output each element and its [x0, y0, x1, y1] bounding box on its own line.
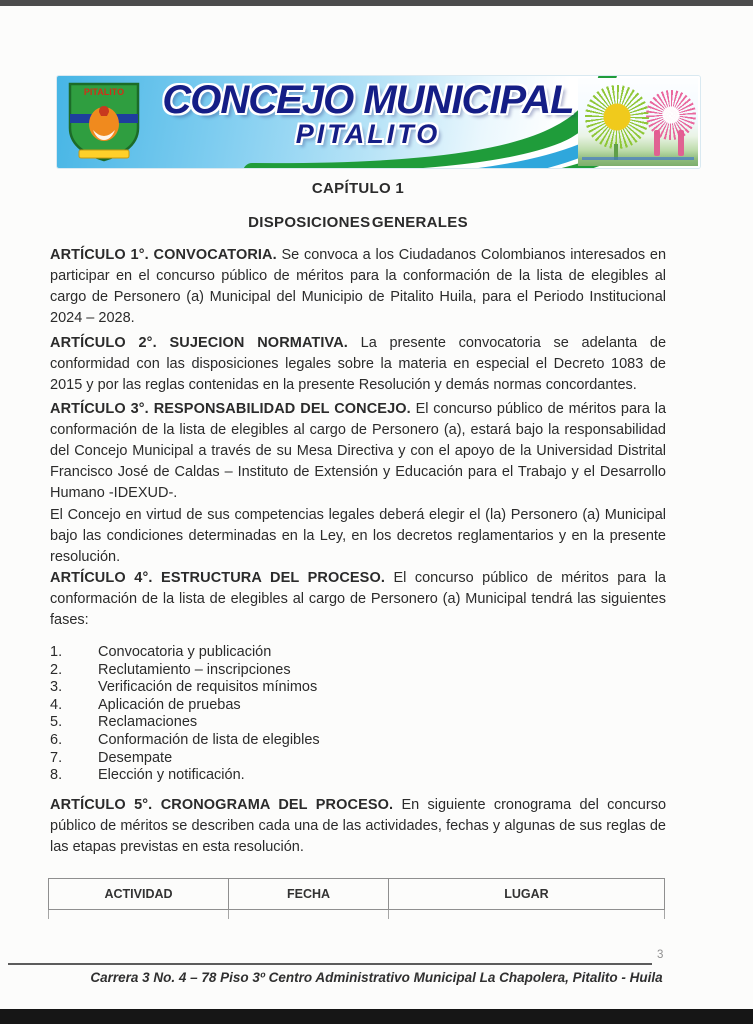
section-title: DISPOSICIONES GENERALES [248, 214, 468, 231]
phase-text: Elección y notificación. [98, 767, 245, 784]
phase-number: 5. [50, 714, 63, 731]
article-3-paragraph [50, 399, 666, 504]
phase-item [50, 714, 666, 732]
phase-text: Reclutamiento – inscripciones [98, 661, 291, 678]
phases-list [50, 644, 666, 785]
phase-text: Aplicación de pruebas [98, 696, 241, 713]
phase-text: Desempate [98, 749, 173, 766]
footer-address: Carrera 3 No. 4 – 78 Piso 3º Centro Administrativo Municipal La Chapolera, Pitalito - Huila [90, 970, 663, 985]
phase-number: 4. [50, 696, 63, 713]
article-1-paragraph [50, 245, 666, 329]
article-5-body: En siguiente cronograma del concurso público de méritos se describen cada una de las actividades, fechas y algunas de sus reglas de las etapas previstas en esta resolución. [50, 797, 667, 855]
table-header-fecha: FECHA [229, 879, 389, 910]
banner-title-line2: PITALITO [295, 119, 441, 149]
article-2-paragraph [50, 333, 666, 396]
cronograma-table [48, 878, 664, 919]
concejo-competencias-paragraph: El Concejo en virtud de sus competencias legales deberá elegir el (la) Personero (a) Municipal bajo las condiciones determinadas en la Ley, en los decretos reglamentarios y en la presente resolución. [50, 507, 666, 565]
phase-number: 7. [50, 749, 63, 766]
scan-top-edge [0, 0, 753, 6]
article-5-label: ARTÍCULO 5°. CRONOGRAMA DEL PROCESO. [50, 797, 394, 813]
phase-text: Conformación de lista de elegibles [98, 731, 320, 748]
page-number: 3 [657, 949, 664, 961]
phase-text: Convocatoria y publicación [98, 644, 272, 660]
phase-item [50, 697, 666, 715]
phase-text: Verificación de requisitos mínimos [98, 679, 318, 696]
chapter-title: CAPÍTULO 1 [311, 180, 405, 197]
table-row-cutoff [229, 910, 389, 919]
table-row-cutoff [49, 910, 229, 919]
banner-title-line1: CONCEJO MUNICIPAL [162, 78, 574, 122]
yellow-flower-sculpture [585, 85, 649, 149]
pitalito-shield-logo [65, 80, 143, 164]
logo-text: PITALITO [83, 87, 125, 97]
article-2-body: La presente convocatoria se adelanta de conformidad con las disposiciones legales sobre la materia en especial el Decreto 1083 de 2015 y por las reglas contenidas en la presente Resolución y demás normas concordantes. [50, 335, 667, 393]
phase-number: 6. [50, 731, 63, 748]
flower-sculptures-photo [578, 78, 698, 166]
article-3-body: El concurso público de méritos para la conformación de la lista de elegibles al cargo de Personero (a), estará bajo la responsabilidad del Concejo Municipal a través de su Mesa Directiva y con el apoyo de la Universidad Distrital Francisco José de Caldas – Instituto de Extensión y Educación para el Trabajo y el Desarrollo Humano -IDEXUD-. [50, 401, 667, 501]
phase-item [50, 662, 666, 680]
table-header-lugar: LUGAR [389, 879, 665, 910]
phase-number: 8. [50, 767, 63, 784]
fence-line [582, 157, 694, 160]
phase-item [50, 644, 666, 662]
phase-item [50, 732, 666, 750]
banner-title [149, 78, 587, 148]
phase-number: 3. [50, 679, 63, 696]
phase-number: 2. [50, 661, 63, 678]
article-4-paragraph [50, 568, 666, 631]
article-3-label: ARTÍCULO 3°. RESPONSABILIDAD DEL CONCEJO. [50, 401, 411, 417]
table-row-cutoff [389, 910, 665, 919]
article-5-paragraph [50, 795, 666, 858]
article-1-label: ARTÍCULO 1°. CONVOCATORIA. [50, 247, 277, 263]
pink-flower-sculpture [646, 90, 696, 140]
table-header-actividad: ACTIVIDAD [49, 879, 229, 910]
article-1-body: Se convoca a los Ciudadanos Colombianos interesados en participar en el concurso público de méritos para la conformación de la lista de elegibles al cargo de Personero (a) Municipal del Municipio de Pitalito Huila, para el Periodo Institucional 2024 – 2028. [50, 247, 667, 326]
footer-divider [8, 963, 652, 965]
scan-bottom-edge [0, 1009, 753, 1024]
article-4-body: El concurso público de méritos para la conformación de la lista de elegibles al cargo de Personero (a) Municipal tendrá las siguientes fases: [50, 570, 666, 628]
header-banner [57, 76, 700, 168]
phase-item [50, 750, 666, 768]
phase-number: 1. [50, 644, 63, 660]
phase-item [50, 767, 666, 785]
phase-text: Reclamaciones [98, 714, 198, 731]
article-2-label: ARTÍCULO 2°. SUJECION NORMATIVA. [50, 335, 348, 351]
phase-item [50, 679, 666, 697]
article-4-label: ARTÍCULO 4°. ESTRUCTURA DEL PROCESO. [50, 570, 385, 586]
